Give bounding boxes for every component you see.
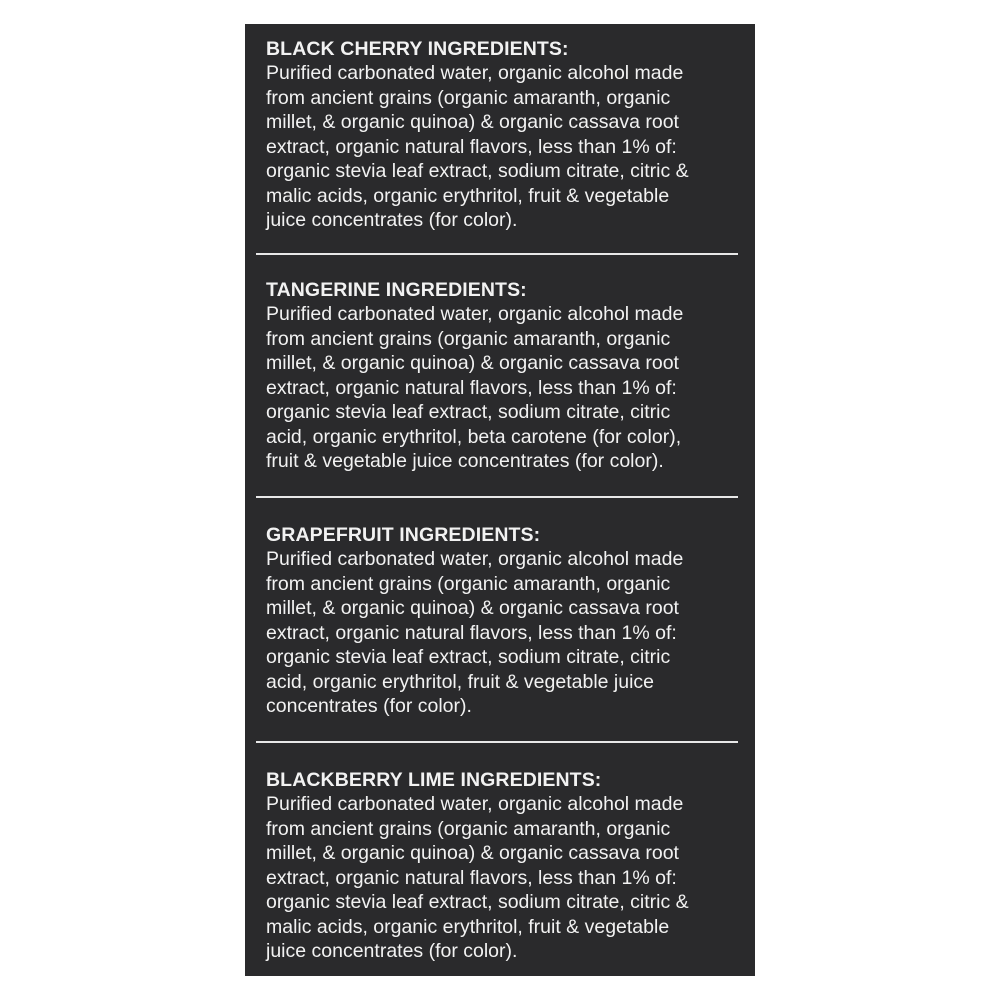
- text-line: malic acids, organic erythritol, fruit & vegetable: [266, 915, 670, 938]
- black-cherry-section: [266, 37, 746, 233]
- section-heading: BLACK CHERRY INGREDIENTS:: [266, 38, 569, 60]
- text-line: acid, organic erythritol, beta carotene (for color),: [266, 425, 682, 448]
- section-heading: TANGERINE INGREDIENTS:: [266, 279, 527, 301]
- text-line: from ancient grains (organic amaranth, organic: [266, 572, 671, 595]
- ingredients-text: [266, 547, 746, 719]
- text-line: juice concentrates (for color).: [266, 209, 518, 231]
- section-divider: [256, 496, 738, 498]
- text-line: Purified carbonated water, organic alcohol made: [266, 303, 684, 325]
- tangerine-section: [266, 278, 746, 474]
- text-line: acid, organic erythritol, fruit & vegetable juice: [266, 670, 655, 693]
- text-line: millet, & organic quinoa) & organic cassava root: [266, 842, 679, 864]
- section-divider: [256, 253, 738, 255]
- ingredients-panel: [245, 24, 755, 976]
- section-heading: BLACKBERRY LIME INGREDIENTS:: [266, 769, 602, 791]
- text-line: Purified carbonated water, organic alcohol made: [266, 62, 684, 84]
- text-line: millet, & organic quinoa) & organic cassava root: [266, 597, 679, 619]
- text-line: millet, & organic quinoa) & organic cassava root: [266, 111, 679, 133]
- text-line: malic acids, organic erythritol, fruit & vegetable: [266, 184, 670, 207]
- blackberry-lime-section: [266, 768, 746, 964]
- text-line: extract, organic natural flavors, less than 1% of:: [266, 866, 677, 889]
- ingredients-text: [266, 302, 746, 474]
- text-line: extract, organic natural flavors, less than 1% of:: [266, 621, 677, 644]
- grapefruit-section: [266, 523, 746, 719]
- ingredients-text: [266, 61, 746, 233]
- text-line: organic stevia leaf extract, sodium citrate, citric &: [266, 891, 689, 913]
- text-line: concentrates (for color).: [266, 695, 472, 717]
- text-line: from ancient grains (organic amaranth, organic: [266, 817, 671, 840]
- text-line: millet, & organic quinoa) & organic cassava root: [266, 352, 679, 374]
- text-line: organic stevia leaf extract, sodium citrate, citric &: [266, 160, 689, 182]
- section-heading: GRAPEFRUIT INGREDIENTS:: [266, 524, 541, 546]
- text-line: from ancient grains (organic amaranth, organic: [266, 86, 671, 109]
- text-line: fruit & vegetable juice concentrates (for color).: [266, 450, 664, 472]
- text-line: Purified carbonated water, organic alcohol made: [266, 793, 684, 815]
- text-line: extract, organic natural flavors, less than 1% of:: [266, 135, 677, 158]
- text-line: from ancient grains (organic amaranth, organic: [266, 327, 671, 350]
- ingredients-text: [266, 792, 746, 964]
- text-line: juice concentrates (for color).: [266, 940, 518, 962]
- text-line: Purified carbonated water, organic alcohol made: [266, 548, 684, 570]
- text-line: organic stevia leaf extract, sodium citrate, citric: [266, 401, 671, 423]
- text-line: organic stevia leaf extract, sodium citrate, citric: [266, 646, 671, 668]
- section-divider: [256, 741, 738, 743]
- text-line: extract, organic natural flavors, less than 1% of:: [266, 376, 677, 399]
